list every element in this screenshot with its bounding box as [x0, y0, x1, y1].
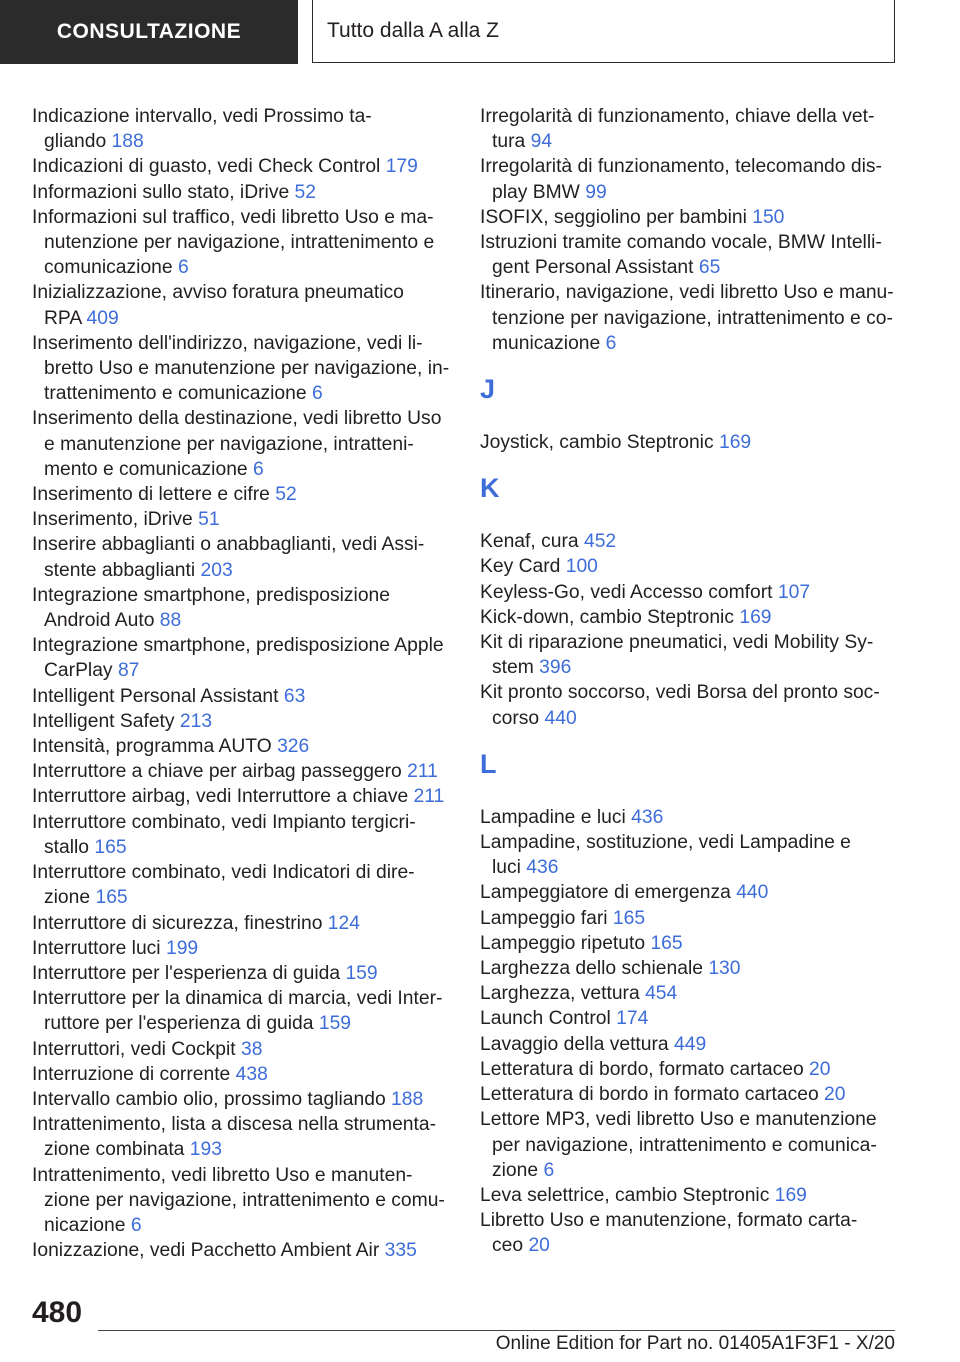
- index-entry-text: zione: [492, 1159, 539, 1181]
- index-entry: [480, 956, 900, 981]
- index-column-right: [480, 104, 900, 1259]
- index-entry: [480, 154, 900, 204]
- index-entry: [480, 205, 900, 230]
- index-entry: [480, 805, 900, 830]
- index-entry-text: Kick-down, cambio Steptronic: [480, 606, 734, 628]
- index-entry: [32, 759, 452, 784]
- index-entry-text: Indicazione intervallo, vedi Prossimo ta-: [32, 106, 372, 127]
- index-entry: [480, 1183, 900, 1208]
- index-entry-text: ruttore per l'esperienza di guida: [44, 1013, 314, 1035]
- index-entry: [32, 507, 452, 532]
- page-reference-link[interactable]: 52: [294, 181, 316, 203]
- index-entry: [32, 482, 452, 507]
- page-reference-link[interactable]: 20: [809, 1058, 831, 1080]
- index-entry-text: Inserire abbaglianti o anabbaglianti, vedi Assi-: [32, 534, 425, 556]
- page-reference-link[interactable]: 65: [698, 257, 721, 279]
- page-reference-link[interactable]: 99: [585, 181, 607, 203]
- index-entry-text: Launch Control: [480, 1008, 611, 1030]
- page-reference-link[interactable]: 88: [159, 610, 182, 632]
- index-entry: [32, 280, 452, 330]
- index-entry: [32, 709, 452, 734]
- page-reference-link[interactable]: 211: [407, 761, 438, 783]
- index-entry: [480, 906, 900, 931]
- page-reference-link[interactable]: 199: [165, 937, 199, 959]
- index-entry-text: Libretto Uso e manutenzione, formato carta-: [480, 1210, 858, 1232]
- index-entry: [32, 1238, 452, 1263]
- index-entry-text: Inserimento della destinazione, vedi libretto Uso: [32, 408, 442, 430]
- page-reference-link[interactable]: 188: [111, 131, 144, 153]
- index-entry-text: Leva selettrice, cambio Steptronic: [480, 1184, 770, 1206]
- index-entry-text: Intervallo cambio olio, prossimo tagliando: [32, 1088, 386, 1110]
- page-reference-link[interactable]: 6: [177, 257, 189, 279]
- index-entry: [32, 406, 452, 482]
- index-entry: [32, 784, 452, 809]
- page-reference-link[interactable]: 6: [253, 458, 264, 480]
- index-entry-text: Letteratura di bordo in formato cartaceo: [480, 1084, 819, 1106]
- index-letter-heading: J: [480, 374, 496, 405]
- index-entry: [480, 280, 900, 356]
- index-entry-text: gliando: [44, 131, 107, 153]
- index-entry: [480, 605, 900, 630]
- index-entry: [32, 810, 452, 860]
- index-entry-text: Interruttore combinato, vedi Indicatori di dire-: [32, 862, 415, 884]
- page-reference-link[interactable]: 396: [539, 657, 572, 679]
- page-reference-link[interactable]: 130: [708, 958, 741, 980]
- page-reference-link[interactable]: 179: [385, 156, 418, 178]
- index-entry: [480, 1032, 900, 1057]
- page-reference-link[interactable]: 52: [275, 484, 297, 506]
- index-entry-text: Itinerario, navigazione, vedi libretto Uso e manu-: [480, 282, 894, 304]
- index-entry-text: Android Auto: [44, 610, 155, 632]
- page-reference-link[interactable]: 169: [739, 606, 772, 628]
- page-reference-link[interactable]: 150: [752, 206, 785, 228]
- page-reference-link[interactable]: 20: [528, 1235, 550, 1257]
- page-reference-link[interactable]: 436: [631, 806, 664, 828]
- footer-divider: [98, 1330, 895, 1331]
- index-entry-text: Interruttore airbag, vedi Interruttore a chiave: [32, 786, 409, 808]
- page-reference-link[interactable]: 440: [736, 882, 769, 904]
- index-entry-text: zione combinata: [44, 1139, 185, 1161]
- index-entry-text: Intensità, programma AUTO: [32, 736, 272, 758]
- index-entry: [480, 931, 900, 956]
- index-entry-text: RPA: [44, 307, 82, 329]
- index-entry-text: tura: [492, 131, 526, 153]
- index-entry-text: zione: [44, 887, 91, 909]
- page-reference-link[interactable]: 63: [283, 685, 306, 707]
- index-entry-text: Interruttore per l'esperienza di guida: [32, 962, 341, 984]
- edition-note: Online Edition for Part no. 01405A1F3F1 - X/20: [495, 1333, 895, 1354]
- index-entry-text: zione per navigazione, intrattenimento e comu-: [44, 1189, 445, 1211]
- index-entry-text: ceo: [492, 1235, 524, 1257]
- page-reference-link[interactable]: 454: [645, 983, 678, 1005]
- page-reference-link[interactable]: 124: [327, 912, 360, 934]
- index-entry: [32, 1163, 452, 1239]
- index-entry-text: stente abbaglianti: [44, 559, 196, 581]
- index-entry-text: e manutenzione per navigazione, intratteni-: [44, 433, 414, 455]
- index-entry-text: Intrattenimento, lista a discesa nella strumenta-: [32, 1114, 437, 1136]
- index-entry-text: per navigazione, intrattenimento e comunica-: [492, 1134, 877, 1156]
- index-entry-text: Interruttore per la dinamica di marcia, vedi Inter-: [32, 988, 443, 1010]
- index-entry: [480, 630, 900, 680]
- index-entry-text: Larghezza, vettura: [480, 983, 640, 1005]
- index-letter-heading: L: [480, 748, 497, 779]
- index-entry: [32, 1112, 452, 1162]
- index-entry: [32, 1062, 452, 1087]
- page-reference-link[interactable]: 213: [179, 710, 213, 732]
- index-entry-text: CarPlay: [44, 660, 113, 682]
- page-reference-link[interactable]: 193: [189, 1139, 222, 1161]
- index-entry: [32, 684, 452, 709]
- index-entry: [32, 154, 452, 179]
- index-entry-text: Interruttore a chiave per airbag passeggero: [32, 761, 402, 783]
- index-entry: [32, 961, 452, 986]
- index-entry-text: Lavaggio della vettura: [480, 1033, 669, 1055]
- index-entry-text: Informazioni sullo stato, iDrive: [32, 181, 290, 203]
- index-entry: [32, 104, 452, 154]
- index-entry-text: bretto Uso e manutenzione per navigazione, in-: [44, 358, 450, 380]
- page-reference-link[interactable]: 165: [95, 887, 128, 909]
- index-entry: [32, 205, 452, 281]
- index-entry-text: Lampeggio fari: [480, 907, 608, 929]
- index-entry-text: comunicazione: [44, 257, 173, 279]
- index-entry: [32, 911, 452, 936]
- index-column-left: [32, 104, 452, 1263]
- page-reference-link[interactable]: 436: [526, 857, 559, 879]
- index-entry-text: Lampadine, sostituzione, vedi Lampadine e: [480, 832, 851, 854]
- page-reference-link[interactable]: 452: [583, 531, 617, 553]
- index-entry-text: Ionizzazione, vedi Pacchetto Ambient Air: [32, 1240, 380, 1262]
- page-reference-link[interactable]: 20: [824, 1084, 846, 1106]
- page-reference-link[interactable]: 438: [235, 1063, 268, 1085]
- page-reference-link[interactable]: 165: [650, 932, 683, 954]
- index-entry: [32, 860, 452, 910]
- index-entry: [32, 583, 452, 633]
- index-entry-text: Inserimento di lettere e cifre: [32, 484, 270, 506]
- index-entry-text: Interruttori, vedi Cockpit: [32, 1038, 236, 1060]
- page-reference-link[interactable]: 165: [612, 907, 646, 929]
- page-reference-link[interactable]: 326: [277, 736, 310, 758]
- index-entry: [480, 1057, 900, 1082]
- page-reference-link[interactable]: 6: [130, 1214, 142, 1236]
- index-entry: [480, 529, 900, 554]
- index-entry-text: corso: [492, 707, 540, 729]
- index-entry-text: Inserimento, iDrive: [32, 509, 193, 531]
- index-entry-text: Joystick, cambio Steptronic: [480, 432, 714, 454]
- section-title: CONSULTAZIONE: [56, 20, 242, 43]
- index-entry-text: Kit pronto soccorso, vedi Borsa del pronto soc-: [480, 682, 880, 704]
- index-letter-heading: K: [480, 473, 500, 504]
- index-entry-text: ISOFIX, seggiolino per bambini: [480, 206, 747, 228]
- page-reference-link[interactable]: 6: [543, 1159, 555, 1181]
- index-entry: [480, 554, 900, 579]
- page-reference-link[interactable]: 211: [413, 786, 445, 808]
- index-entry: [480, 230, 900, 280]
- index-entry: [480, 981, 900, 1006]
- index-entry: [32, 180, 452, 205]
- index-entry-text: Intelligent Personal Assistant: [32, 685, 279, 707]
- index-entry: [32, 986, 452, 1036]
- page-reference-link[interactable]: 409: [86, 307, 119, 329]
- index-entry-text: Indicazioni di guasto, vedi Check Control: [32, 156, 381, 178]
- page-reference-link[interactable]: 440: [544, 707, 577, 729]
- index-entry-text: Inserimento dell'indirizzo, navigazione, vedi li-: [32, 332, 423, 354]
- page-reference-link[interactable]: 159: [318, 1013, 352, 1035]
- index-entry-text: Lampadine e luci: [480, 806, 626, 828]
- page-reference-link[interactable]: 165: [94, 836, 127, 858]
- index-entry-text: Intrattenimento, vedi libretto Uso e manuten-: [32, 1164, 413, 1186]
- index-entry-text: Irregolarità di funzionamento, chiave della vet-: [480, 106, 875, 127]
- index-entry: [480, 104, 900, 154]
- index-entry-text: trattenimento e comunicazione: [44, 383, 307, 405]
- index-entry: [32, 1087, 452, 1112]
- index-entry-text: tenzione per navigazione, intrattenimento e co-: [492, 307, 893, 329]
- index-entry-text: Integrazione smartphone, predisposizione Apple: [32, 635, 444, 657]
- index-entry-text: stem: [492, 657, 534, 679]
- index-entry-text: Letteratura di bordo, formato cartaceo: [480, 1058, 804, 1080]
- index-entry-text: Lettore MP3, vedi libretto Uso e manutenzione: [480, 1109, 877, 1131]
- index-entry: [480, 680, 900, 730]
- page-reference-link[interactable]: 6: [605, 332, 617, 354]
- page-number: 480: [32, 1296, 83, 1329]
- index-entry-text: Interruttore luci: [32, 937, 161, 959]
- page-reference-link[interactable]: 51: [198, 509, 220, 531]
- page-reference-link[interactable]: 203: [200, 559, 233, 581]
- index-entry-text: Larghezza dello schienale: [480, 958, 703, 980]
- index-entry: [480, 1107, 900, 1183]
- index-entry-text: nicazione: [44, 1214, 126, 1236]
- index-entry: [32, 1037, 452, 1062]
- index-entry-text: play BMW: [492, 181, 580, 203]
- chapter-title: Tutto dalla A alla Z: [327, 19, 499, 42]
- index-entry-text: Kit di riparazione pneumatici, vedi Mobility Sy-: [480, 632, 874, 654]
- index-entry-text: Intelligent Safety: [32, 710, 175, 732]
- index-entry-text: gent Personal Assistant: [492, 257, 694, 279]
- index-entry-text: stallo: [44, 836, 90, 858]
- index-entry: [32, 936, 452, 961]
- index-entry-text: mento e comunicazione: [44, 458, 248, 480]
- index-entry: [480, 1208, 900, 1258]
- index-entry: [32, 734, 452, 759]
- index-entry-text: Informazioni sul traffico, vedi libretto Uso e ma-: [32, 206, 434, 228]
- page-reference-link[interactable]: 159: [345, 962, 378, 984]
- index-entry-text: Lampeggio ripetuto: [480, 932, 646, 954]
- page-reference-link[interactable]: 174: [616, 1008, 649, 1030]
- index-entry: [480, 1006, 900, 1031]
- index-entry-text: luci: [492, 857, 521, 879]
- index-entry-text: Interruttore combinato, vedi Impianto tergicri-: [32, 811, 416, 833]
- index-entry-text: Key Card: [480, 556, 561, 578]
- index-entry: [480, 580, 900, 605]
- index-entry: [480, 830, 900, 880]
- page-reference-link[interactable]: 87: [117, 660, 140, 682]
- index-entry-text: Interruttore di sicurezza, finestrino: [32, 912, 323, 934]
- page-reference-link[interactable]: 107: [777, 581, 811, 603]
- page-reference-link[interactable]: 38: [240, 1038, 263, 1060]
- index-entry: [32, 532, 452, 582]
- page-reference-link[interactable]: 169: [774, 1184, 807, 1206]
- index-entry-text: Integrazione smartphone, predisposizione: [32, 584, 390, 606]
- index-entry-text: Inizializzazione, avviso foratura pneumatico: [32, 282, 404, 304]
- index-entry-text: Kenaf, cura: [480, 531, 579, 553]
- chapter-header: [312, 0, 895, 63]
- page-reference-link[interactable]: 94: [530, 131, 553, 153]
- index-entry: [480, 880, 900, 905]
- index-entry-text: municazione: [492, 332, 601, 354]
- page-reference-link[interactable]: 188: [391, 1088, 424, 1110]
- index-entry-text: Keyless-Go, vedi Accesso comfort: [480, 581, 773, 603]
- index-entry-text: Irregolarità di funzionamento, telecomando dis-: [480, 156, 882, 178]
- page-reference-link[interactable]: 6: [311, 383, 323, 405]
- page-reference-link[interactable]: 449: [674, 1033, 707, 1055]
- index-entry-text: Lampeggiatore di emergenza: [480, 882, 731, 904]
- index-entry: [480, 430, 900, 455]
- page-reference-link[interactable]: 335: [384, 1240, 417, 1262]
- page-reference-link[interactable]: 100: [565, 556, 598, 578]
- index-entry: [480, 1082, 900, 1107]
- index-entry-text: Interruzione di corrente: [32, 1063, 231, 1085]
- section-tab: [0, 0, 298, 64]
- index-entry-text: Istruzioni tramite comando vocale, BMW Intelli-: [480, 232, 882, 254]
- index-entry-text: nutenzione per navigazione, intrattenimento e: [44, 232, 435, 254]
- index-entry: [32, 331, 452, 407]
- page-reference-link[interactable]: 169: [718, 432, 752, 454]
- index-entry: [32, 633, 452, 683]
